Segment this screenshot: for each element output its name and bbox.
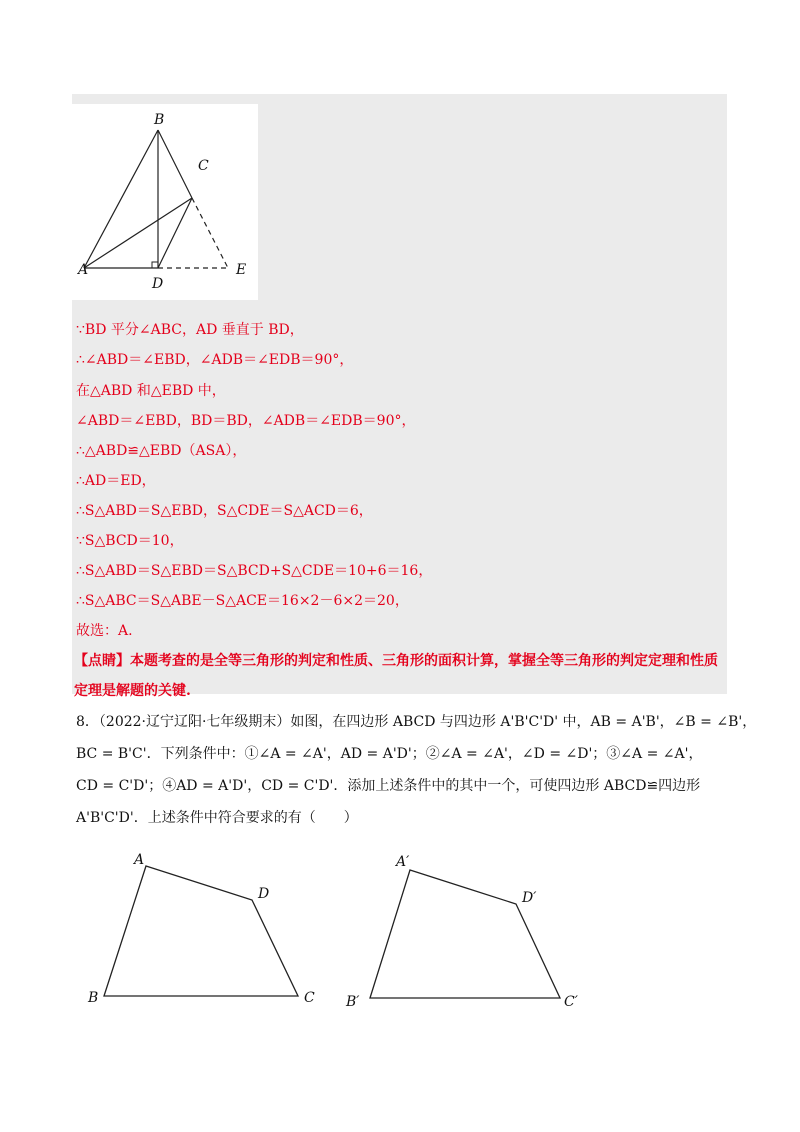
label-b: B <box>154 112 165 128</box>
label-a: A <box>134 852 145 868</box>
question-line: CD = C'D'；④AD = A'D'，CD = C'D'．添加上述条件中的其中一个，可使四边形 ABCD≌四边形 <box>76 778 701 794</box>
solution-line: ∴S△ABD＝S△EBD＝S△BCD+S△CDE＝10+6＝16， <box>76 563 433 579</box>
solution-line: ∵S△BCD＝10， <box>76 533 184 549</box>
solution-line: ∴△ABD≌△EBD（ASA）， <box>76 443 247 459</box>
question-line: A'B'C'D'．上述条件中符合要求的有（ ） <box>76 810 358 826</box>
solution-line: 在△ABD 和△EBD 中， <box>76 383 226 399</box>
label-d-prime: D′ <box>522 890 537 906</box>
note-tag: 【点睛】 <box>74 653 130 669</box>
label-a: A <box>78 262 89 278</box>
note-line-2: 定理是解题的关键. <box>74 683 191 699</box>
solution-line: ∴∠ABD＝∠EBD，∠ADB＝∠EDB＝90°， <box>76 352 354 368</box>
label-d: D <box>258 886 270 902</box>
solution-line: ∵BD 平分∠ABC，AD 垂直于 BD， <box>76 322 304 338</box>
label-a-prime: A′ <box>396 854 410 870</box>
note-line-1 <box>74 651 718 671</box>
quadrilateral-abcd-prime <box>340 840 600 1020</box>
label-c: C <box>304 990 315 1006</box>
label-b-prime: B′ <box>346 994 360 1010</box>
note-text: 本题考查的是全等三角形的判定和性质、三角形的面积计算，掌握全等三角形的判定定理和性质 <box>130 653 718 669</box>
solution-line: 故选：A. <box>76 623 133 639</box>
question-line: BC = B'C'．下列条件中：①∠A = ∠A'，AD = A'D'；②∠A = ∠A'，∠D = ∠D'；③∠A = ∠A'， <box>76 746 703 762</box>
solution-line: ∴AD＝ED， <box>76 473 156 489</box>
question-line: 8．（2022·辽宁辽阳·七年级期末）如图，在四边形 ABCD 与四边形 A'B'C'D' 中，AB = A'B'，∠B = ∠B'， <box>76 714 757 730</box>
quadrilateral-abcd <box>80 840 340 1020</box>
label-e: E <box>236 262 247 278</box>
label-c: C <box>198 158 209 174</box>
label-d: D <box>152 276 164 292</box>
label-b: B <box>88 990 99 1006</box>
solution-line: ∴S△ABC＝S△ABE－S△ACE＝16×2－6×2＝20， <box>76 593 409 609</box>
solution-line: ∠ABD＝∠EBD，BD＝BD，∠ADB＝∠EDB＝90°， <box>76 413 416 429</box>
solution-line: ∴S△ABD＝S△EBD，S△CDE＝S△ACD＝6， <box>76 503 373 519</box>
label-c-prime: C′ <box>564 994 578 1010</box>
triangle-figure-svg <box>72 104 258 300</box>
triangle-figure <box>72 104 258 300</box>
